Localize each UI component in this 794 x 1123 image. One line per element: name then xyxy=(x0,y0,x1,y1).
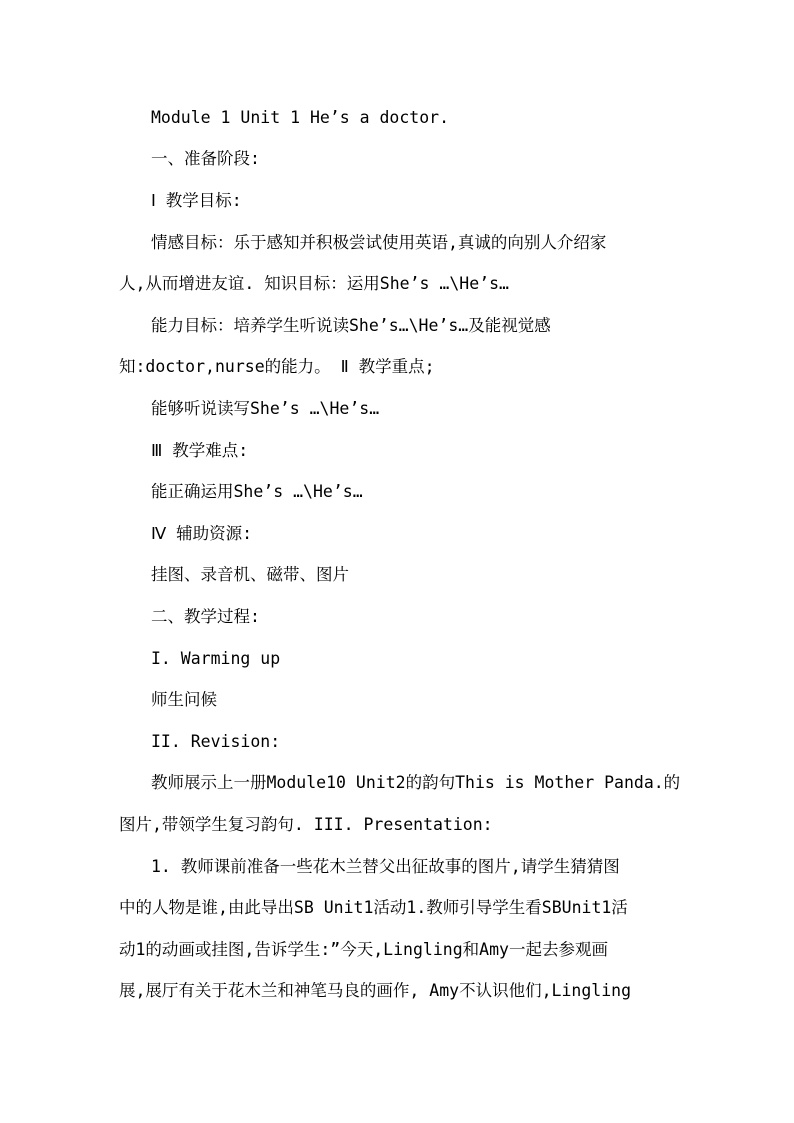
paragraph-line: 能够听说读写She’s …\He’s… xyxy=(151,399,380,418)
paragraph-line: 知:doctor,nurse的能力。 Ⅱ 教学重点; xyxy=(119,357,435,376)
subheading-objectives: Ⅰ 教学目标: xyxy=(151,191,242,210)
section-heading-preparation: 一、准备阶段: xyxy=(151,149,260,168)
paragraph-line: 图片,带领学生复习韵句. III. Presentation: xyxy=(119,815,493,834)
paragraph-line: 中的人物是谁,由此导出SB Unit1活动1.教师引导学生看SBUnit1活 xyxy=(119,898,628,917)
paragraph-line: 动1的动画或挂图,告诉学生:”今天,Lingling和Amy一起去参观画 xyxy=(119,940,608,959)
subheading-warming-up: I. Warming up xyxy=(151,649,281,668)
paragraph-line: 展,展厅有关于花木兰和神笔马良的画作, Amy不认识他们,Lingling xyxy=(119,981,632,1000)
paragraph-line: 1. 教师课前准备一些花木兰替父出征故事的图片,请学生猜猜图 xyxy=(151,857,620,876)
paragraph-line: 能力目标：培养学生听说读She’s…\He’s…及能视觉感 xyxy=(151,316,551,335)
paragraph-line: 教师展示上一册Module10 Unit2的韵句This is Mother Panda.的 xyxy=(151,773,681,792)
subheading-resources: Ⅳ 辅助资源: xyxy=(151,524,253,543)
paragraph-line: 挂图、录音机、磁带、图片 xyxy=(151,565,349,584)
section-heading-process: 二、教学过程: xyxy=(151,607,260,626)
paragraph-line: 情感目标：乐于感知并积极尝试使用英语,真诚的向别人介绍家 xyxy=(151,233,607,252)
subheading-difficulties: Ⅲ 教学难点: xyxy=(151,441,249,460)
paragraph-line: 能正确运用She’s …\He’s… xyxy=(151,482,363,501)
paragraph-line: 人,从而增进友谊. 知识目标：运用She’s …\He’s… xyxy=(119,274,509,293)
paragraph-line: 师生问候 xyxy=(151,690,217,709)
subheading-revision: II. Revision: xyxy=(151,732,281,751)
lesson-title: Module 1 Unit 1 He’s a doctor. xyxy=(151,108,450,127)
